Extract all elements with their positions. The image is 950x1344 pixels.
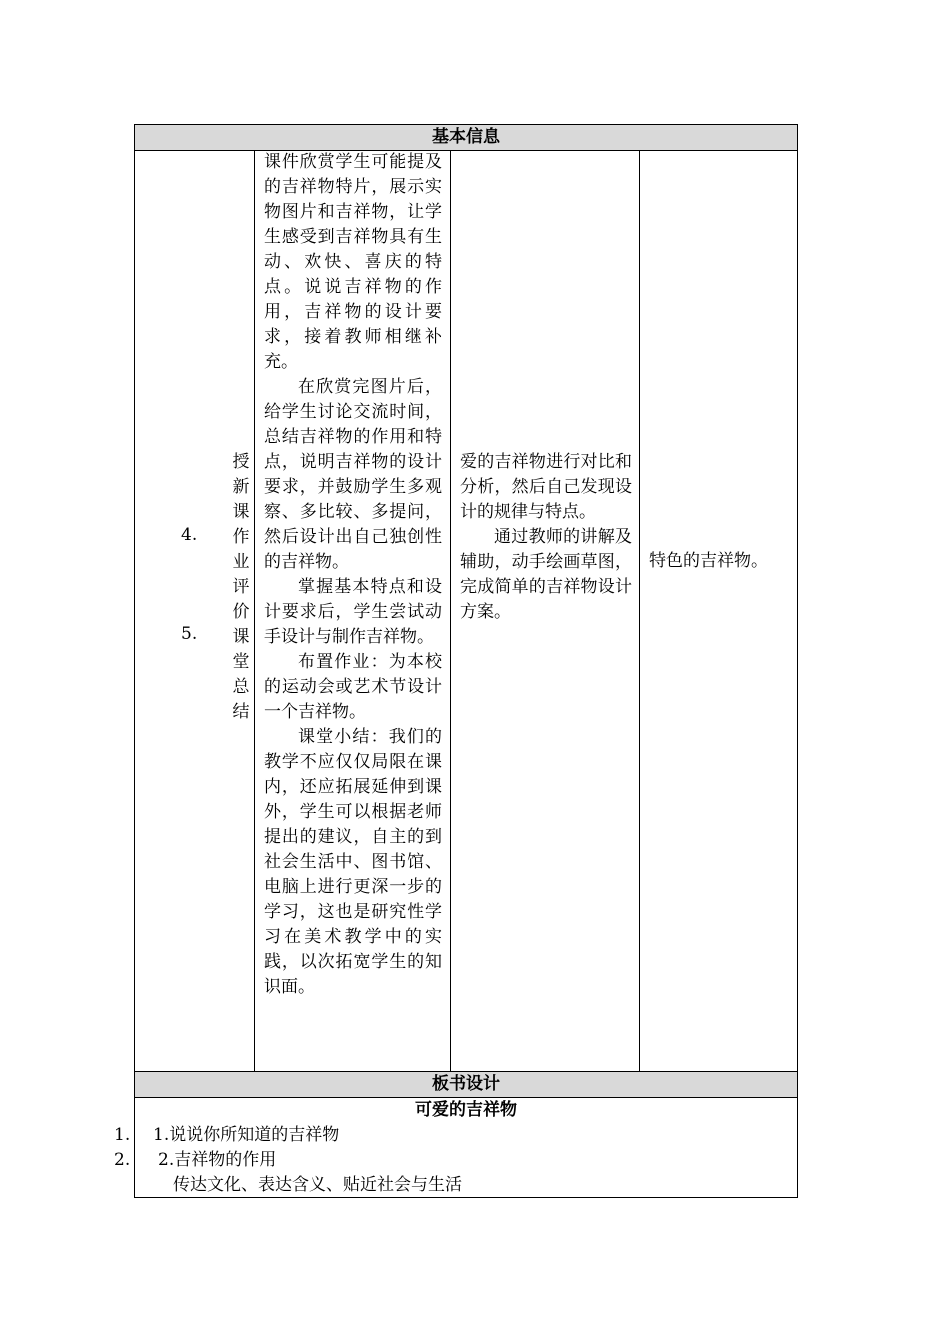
board-item: 2.吉祥物的作用 [158,1150,277,1170]
teacher-paragraph: 掌握基本特点和设计要求后，学生尝试动手设计与制作吉祥物。 [264,577,442,647]
board-sub-item: 传达文化、表达含义、贴近社会与生活 [173,1175,462,1195]
board-title: 可爱的吉祥物 [415,1100,517,1120]
student-activity-cell [460,450,632,625]
board-item: 1.说说你所知道的吉祥物 [153,1125,340,1145]
step-label-vertical [230,450,252,725]
column-divider [639,150,640,1072]
teacher-paragraph: 布置作业：为本校的运动会或艺术节设计一个吉祥物。 [264,652,442,722]
goal-cell: 特色的吉祥物。 [649,551,768,571]
teacher-paragraph: 课堂小结：我们的教学不应仅仅局限在课内，还应拓展延伸到课外，学生可以根据老师提出的建议，自主的到社会生活中、图书馆、电脑上进行更深一步的学习，这也是研究性学习在美术教学中的实践，以次拓宽学生的知识面。 [264,727,442,997]
step-char: 课 [232,502,250,522]
step-char: 课 [232,627,250,647]
teacher-paragraph: 课件欣赏学生可能提及的吉祥物特片，展示实物图片和吉祥物，让学生感受到吉祥物具有生动、欢快、喜庆的特点。说说吉祥物的作用，吉祥物的设计要求，接着教师相继补充。 [264,152,442,372]
basic-info-header: 基本信息 [134,124,798,151]
student-paragraph: 通过教师的讲解及辅助，动手绘画草图，完成简单的吉祥物设计方案。 [460,527,632,622]
column-divider [450,150,451,1072]
teacher-activity-cell [264,150,442,1000]
board-design-header: 板书设计 [134,1071,798,1098]
step-char: 价 [232,602,250,622]
step-char: 总 [232,677,250,697]
step-number: 5. [181,624,198,644]
step-char: 新 [232,477,250,497]
step-char: 授 [232,452,250,472]
step-char: 作 [232,527,250,547]
student-paragraph: 爱的吉祥物进行对比和分析，然后自己发现设计的规律与特点。 [460,452,632,522]
list-number: 2. [114,1150,131,1170]
teacher-paragraph: 在欣赏完图片后，给学生讨论交流时间，总结吉祥物的作用和特点，说明吉祥物的设计要求，并鼓励学生多观察、多比较、多提问，然后设计出自己独创性的吉祥物。 [264,377,442,572]
column-divider [254,150,255,1072]
step-number: 4. [181,525,198,545]
step-char: 业 [232,552,250,572]
step-char: 评 [232,577,250,597]
step-char: 堂 [232,652,250,672]
step-char: 结 [232,702,250,722]
list-number: 1. [114,1125,131,1145]
